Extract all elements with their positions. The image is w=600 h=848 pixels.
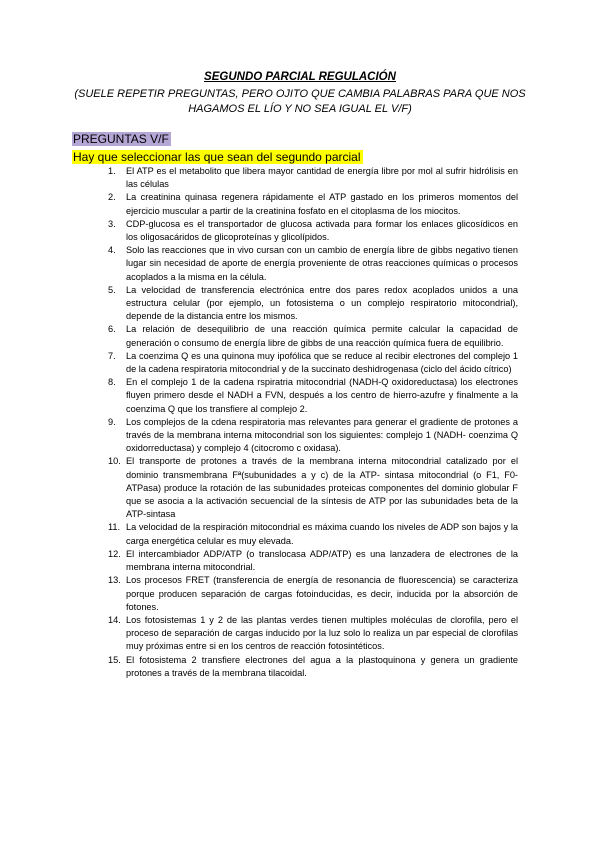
question-text: La velocidad de transferencia electrónica entre dos pares redox acoplados unidos a una estructura celular (por ejemplo, un fotosistema o un complejo respiratorio mitocondrial), depende de la distancia entre los mismos. (126, 284, 518, 322)
question-text: El ATP es el metabolito que libera mayor cantidad de energía libre por mol al sufrir hidrólisis en las células (126, 166, 518, 190)
question-number: 10. (108, 456, 121, 467)
question-number: 15. (108, 654, 121, 665)
question-item (0, 416, 518, 456)
question-item (0, 165, 518, 191)
question-text: El intercambiador ADP/ATP (o translocasa ADP/ATP) es una lanzadera de electrones de la membrana interna mitocondrial. (126, 548, 518, 573)
question-item (0, 350, 518, 376)
question-number: 2. (108, 192, 116, 203)
document-title: SEGUNDO PARCIAL REGULACIÓN (204, 71, 396, 83)
question-number: 1. (108, 166, 116, 176)
question-item (0, 376, 518, 416)
question-number: 3. (108, 218, 116, 229)
question-item (0, 548, 518, 574)
question-number: 12. (108, 548, 121, 559)
question-text: Los complejos de la cdena respiratoria mas relevantes para generar el gradiente de protones a través de la membrana interna mitocondrial son los siguientes: complejo 1 (NADH- coenzima Q oxidorreductasa) y complejo 4 (citocromo c oxidasa). (126, 416, 518, 454)
highlight-note-text: Hay que seleccionar las que sean del segundo parcial (73, 150, 361, 164)
question-number: 7. (108, 350, 116, 361)
question-list (0, 165, 600, 680)
question-text: El transporte de protones a través de la membrana interna mitocondrial catalizado por el dominio transmembrana Fª(subunidades a y c) de la ATP- sintasa mitocondrial (o F1, F0-ATPasa) produce la rotación de las subunidades proteicas componentes del dominio globular F que se asocia a la activación secuencial de la síntesis de ATP por las subunidades beta de la ATP-sintasa (126, 456, 518, 520)
question-text: La velocidad de la respiración mitocondrial es máxima cuando los niveles de ADP son bajos y la carga energética celular es muy elevada. (126, 522, 518, 546)
question-number: 6. (108, 324, 116, 335)
question-text: CDP-glucosa es el transportador de glucosa activada para formar los enlaces glicosídicos en los oligosacáridos de glicoproteínas y glicolípidos. (126, 218, 518, 243)
question-number: 13. (108, 575, 121, 586)
question-item (0, 244, 518, 284)
question-number: 14. (108, 614, 121, 625)
question-text: El fotosistema 2 transfiere electrones del agua a la plastoquinona y genera un gradiente protones a través de la membrana tilacoidal. (126, 654, 518, 678)
question-number: 9. (108, 416, 116, 427)
document-subtitle: (SUELE REPETIR PREGUNTAS, PERO OJITO QUE CAMBIA PALABRAS PARA QUE NOS HAGAMOS EL LÍO Y NO SEA IGUAL EL V/F) (74, 88, 526, 115)
question-text: En el complejo 1 de la cadena rspiratria mitocondrial (NADH-Q oxidoreductasa) los electrones fluyen primero desde el NADH a FVN, después a los centro de hierro-azufre y finalmente a la coenzima Q que los transfiere al complejo 2. (126, 377, 518, 414)
question-item (0, 654, 518, 680)
question-item (0, 323, 518, 349)
question-text: Los fotosistemas 1 y 2 de las plantas verdes tienen multiples moléculas de clorofila, pero el proceso de separación de cargas inducido por la luz solo lo realiza un par especial de clorofilas muy próximas entre si en los centros de reacción fotosintéticos. (126, 614, 518, 652)
question-text: La creatinina quinasa regenera rápidamente el ATP gastado en los primeros momentos del ejercicio muscular a partir de la creatinina fosfato en el citoplasma de los miocitos. (126, 192, 518, 216)
question-item (0, 191, 518, 217)
section-heading (72, 132, 171, 147)
question-item (0, 521, 518, 547)
question-number: 11. (108, 522, 121, 533)
question-text: Solo las reacciones que in vivo cursan con un cambio de energía libre de gibbs negativo tienen lugar sin necesidad de aporte de energía proveniente de otras reacciones químicas o procesos acoplados a la misma en la célula. (126, 245, 518, 282)
question-number: 5. (108, 284, 116, 295)
question-number: 8. (108, 377, 116, 388)
question-item (0, 284, 518, 324)
question-item (0, 218, 518, 244)
question-text: La coenzima Q es una quinona muy ipofólica que se reduce al recibir electrones del complejo 1 de la cadena respiratoria mitocondrial y de la succinato deshidrogenasa (ciclo del ácido cítrico) (126, 350, 518, 375)
question-item (0, 574, 518, 614)
question-number: 4. (108, 245, 116, 256)
question-item (0, 455, 518, 521)
question-text: Los procesos FRET (transferencia de energía de resonancia de fluorescencia) se caracteriza porque producen separación de cargas fotoinducidas, es decir, inducida por la absorción de fotones. (126, 575, 518, 612)
question-item (0, 614, 518, 654)
question-text: La relación de desequilibrio de una reacción química permite calcular la capacidad de generación o consumo de energía libre de gibbs de una reacción química fuera de equilibrio. (126, 324, 518, 348)
section-heading-text: PREGUNTAS V/F (73, 132, 169, 146)
highlight-note (72, 150, 363, 165)
